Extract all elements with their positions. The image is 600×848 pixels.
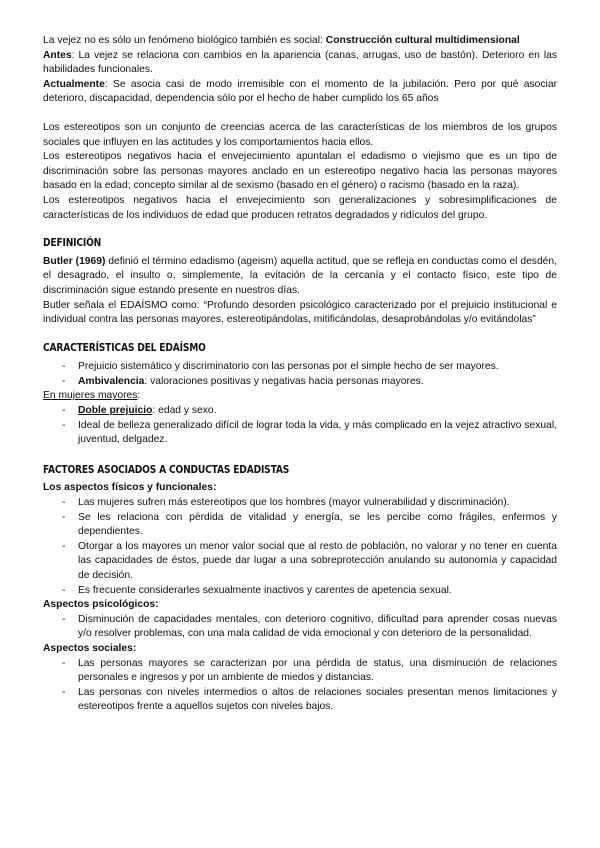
list-item: - Otorgar a los mayores un menor valor social que al resto de población, no valorar y no tener en cuenta las capacidades de éstos, puede dar lugar a una sobreprotección anulando su autonomía y capacidad de decisión. xyxy=(43,540,557,584)
caracteristicas-list xyxy=(43,360,557,389)
sociales-list xyxy=(43,657,557,715)
actualmente-text: : Se asocia casi de modo irremisible con el momento de la jubilación. Pero por qué asociar deterioro, discapacidad, dependencia sólo por el hecho de haber cumplido los 65 años xyxy=(43,78,557,105)
mujeres-colon: : xyxy=(137,390,141,402)
butler-quote-paragraph: Butler señala el EDAÍSMO como: “Profundo desorden psicológico caracterizado por el prejuicio institucional e individual contra las personas mayores, estereotipándolas, mitificándolas, desaprobándolas y/o evitándolas” xyxy=(43,299,557,326)
document-page xyxy=(43,34,557,715)
butler-citation: Butler (1969) xyxy=(43,255,106,267)
doble-prejuicio-text: : edad y sexo. xyxy=(152,405,217,417)
list-item xyxy=(43,375,557,390)
butler-text: definió el término edadismo (ageism) aquella actitud, que se refleja en conductas como el desdén, el desagrado, el insulto o, simplemente, la evitación de la cercanía y el contacto físico, este tipo de discriminación sigue estando presente en nuestros días. xyxy=(43,255,558,296)
list-item: - Las personas mayores se caracterizan por una pérdida de status, una disminución de relaciones personales e ingresos y por un ambiente de miedos y distancias. xyxy=(43,657,557,686)
list-item: - Ideal de belleza generalizado difícil de lograr toda la vida, y más complicado en la vejez atractivo sexual, juventud, delgadez. xyxy=(43,419,557,448)
estereotipos-paragraph-3: Los estereotipos negativos hacia el envejecimiento son generalizaciones y sobresimplificaciones de características de los individuos de edad que producen retratos degradados y ridículos del grupo. xyxy=(43,194,557,221)
actualmente-label: Actualmente xyxy=(43,78,105,90)
intro-paragraph xyxy=(43,34,557,107)
list-item: - Prejuicio sistemático y discriminatorio con las personas por el simple hecho de ser mayores. xyxy=(43,360,557,375)
intro-text: La vejez no es sólo un fenómeno biológico también es social: xyxy=(43,35,326,46)
mujeres-subheading xyxy=(43,389,557,404)
list-item xyxy=(43,404,557,419)
list-item: - Las mujeres sufren más estereotipos que los hombres (mayor vulnerabilidad y discriminación). xyxy=(43,496,557,511)
spacer xyxy=(43,107,557,121)
intro-bold: Construcción cultural multidimensional xyxy=(325,35,520,46)
definicion-heading: DEFINICIÓN xyxy=(43,237,102,250)
doble-prejuicio-label: Doble prejuicio xyxy=(78,405,153,417)
butler-paragraph xyxy=(43,255,557,299)
list-item: - Es frecuente considerarles sexualmente inactivos y carentes de apetencia sexual. xyxy=(43,584,557,599)
fisicos-list xyxy=(43,496,557,598)
antes-label: Antes xyxy=(43,49,72,61)
ambivalencia-label: Ambivalencia xyxy=(78,375,145,387)
mujeres-list xyxy=(43,404,557,448)
sociales-subheading: Aspectos sociales: xyxy=(43,642,137,654)
caracteristicas-heading: CARACTERÍSTICAS DEL EDAÍSMO xyxy=(43,341,206,354)
list-item: - Las personas con niveles intermedios o altos de relaciones sociales presentan menos limitaciones y estereotipos frente a aquellos sujetos con niveles bajos. xyxy=(43,686,557,715)
estereotipos-paragraph-1: Los estereotipos son un conjunto de creencias acerca de las características de los miembros de los grupos sociales que influyen en las actitudes y los comportamientos hacia ellos. xyxy=(43,121,557,148)
list-item: - Se les relaciona con pérdida de vitalidad y energía, se les percibe como frágiles, enfermos y dependientes. xyxy=(43,511,557,540)
ambivalencia-text: : valoraciones positivas y negativas hacia personas mayores. xyxy=(144,375,424,387)
estereotipos-paragraph-2: Los estereotipos negativos hacia el envejecimiento apuntalan el edadismo o viejismo que es un tipo de discriminación sobre las personas mayores anclado en un estereotipo negativo hacia las personas mayores basado en la edad; concepto similar al de sexismo (basado en el género) o racismo (basado en la raza). xyxy=(43,151,557,192)
psicologicos-subheading: Aspectos psicológicos: xyxy=(43,599,159,611)
mujeres-label: En mujeres mayores xyxy=(43,390,138,402)
factores-heading: FACTORES ASOCIADOS A CONDUCTAS EDADISTAS xyxy=(43,463,290,476)
psicologicos-list xyxy=(43,613,557,642)
list-item: - Disminución de capacidades mentales, con deterioro cognitivo, dificultad para aprender cosas nuevas y/o resolver problemas, con una mala calidad de vida emocional y con deterioro de la personalidad. xyxy=(43,613,557,642)
antes-text: : La vejez se relaciona con cambios en la apariencia (canas, arrugas, uso de bastón). Deterioro en las habilidades funcionales. xyxy=(43,49,557,76)
fisicos-subheading: Los aspectos físicos y funcionales: xyxy=(43,482,217,494)
